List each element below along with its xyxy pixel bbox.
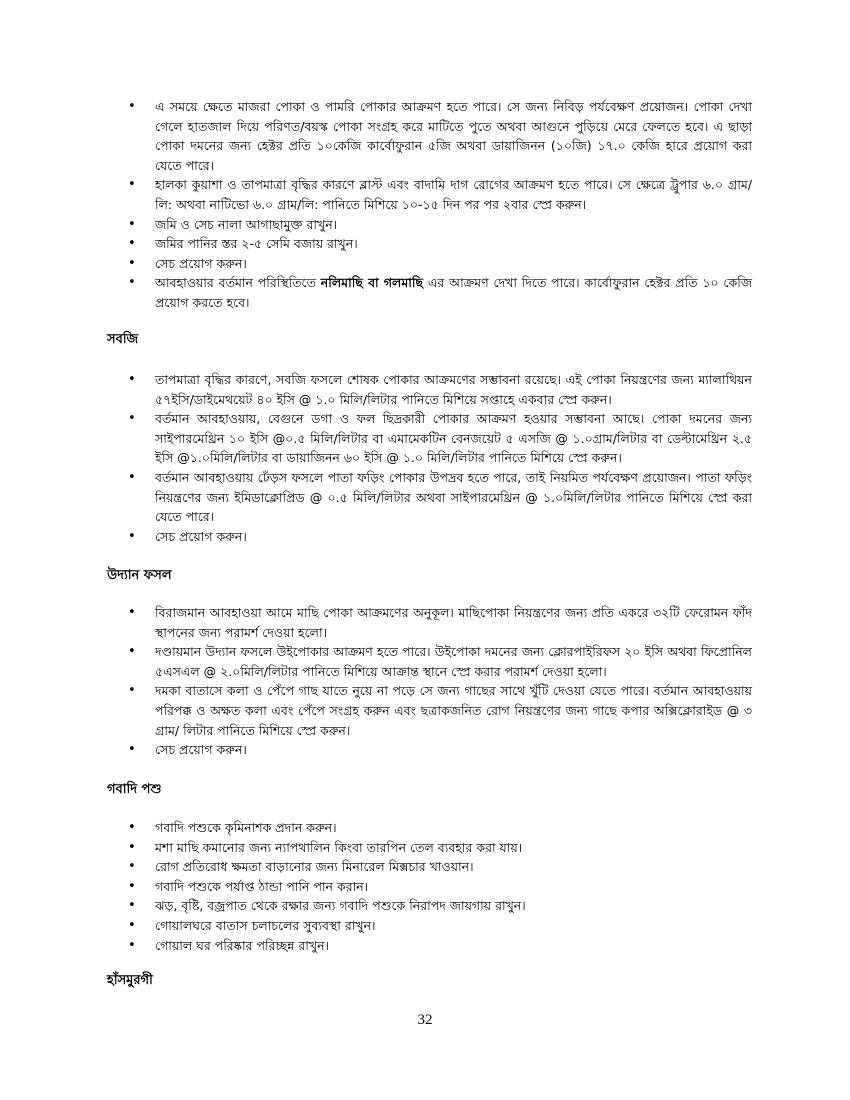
section-heading-horticulture: উদ্যান ফসল <box>107 568 172 583</box>
list-item: • বিরাজমান আবহাওয়া আমে মাছি পোকা আক্রমণের অনুকূল। মাছিপোকা নিয়ন্ত্রণের জন্য প্রতি একরে ৩২টি ফেরোমন ফাঁদ স্থাপনের জন্য পরামর্শ দেওয়া হলো। <box>107 603 752 642</box>
list-item: • বর্তমান আবহাওয়ায়, বেগুনে ডগা ও ফল ছিদ্রকারী পোকার আক্রমণ হওয়ার সম্ভাবনা আছে। পোকা দমনের জন্য সাইপারমেথ্রিন ১০ ইসি @০.৫ মিলি/লিটার বা এমামেকটিন বেনজয়েট ৫ এসজি @ ১.০গ্রাম/লিটার বা ডেল্টামেথ্রিন ২.৫ ইসি @১.০মিলি/লিটার বা ডায়াজিনন ৬০ ইসি @ ১.০ মিলি/লিটার পানিতে মিশিয়ে স্প্রে করুন। <box>107 409 752 468</box>
list-item: • বর্তমান আবহাওয়ায় ঢেঁড়স ফসলে পাতা ফড়িং পোকার উপদ্রব হতে পারে, তাই নিয়মিত পর্যবেক্ষণ প্রয়োজন। পাতা ফড়িং নিয়ন্ত্রণের জন্য ইমিডাক্লোপ্রিড @ ০.৫ মিলি/লিটার অথবা সাইপারমেথ্রিন @ ১.০মিলি/লিটার পানিতে মিশিয়ে স্প্রে করা যেতে পারে। <box>107 468 752 527</box>
section-heading-livestock: গবাদি পশু <box>107 782 162 797</box>
list-item <box>107 273 752 312</box>
list-item: • এ সময়ে ক্ষেতে মাজরা পোকা ও পামরি পোকার আক্রমণ হতে পারে। সে জন্য নিবিড় পর্যবেক্ষণ প্রয়োজন। পোকা দেখা গেলে হাতজাল দিয়ে পরিণত/বয়স্ক পোকা সংগ্রহ করে মাটিতে পুতে অথবা আগুনে পুড়িয়ে মেরে ফেলতে হবে। এ ছাড়া পোকা দমনের জন্য হেক্টর প্রতি ১০কেজি কার্বোফুরান ৫জি অথবা ডায়াজিনন (১০জি) ১৭.০ কেজি হারে প্রয়োগ করা যেতে পারে। <box>107 97 752 175</box>
list-item: • সেচ প্রয়োগ করুন। <box>107 740 752 760</box>
pest-name-emphasis: নলিমাছি বা গলমাছি <box>320 275 424 291</box>
vegetables-advice-list <box>107 370 752 546</box>
rice-section <box>107 97 752 313</box>
list-item: • দমকা বাতাসে কলা ও পেঁপে গাছ যাতে নুয়ে না পড়ে সে জন্য গাছের সাথে খুঁটি দেওয়া যেতে পারে। বর্তমান আবহাওয়ায় পরিপক্ক ও অক্ষত কলা এবং পেঁপে সংগ্রহ করুন এবং ছত্রাকজনিত রোগ নিয়ন্ত্রণের জন্য গাছে কপার অক্সিক্লোরাইড @ ৩ গ্রাম/ লিটার পানিতে মিশিয়ে স্প্রে করুন। <box>107 681 752 740</box>
page-number: 32 <box>417 1012 433 1028</box>
section-heading-vegetables: সবজি <box>107 332 139 347</box>
list-item: • মশা মাছি কমানোর জন্য ন্যাপথালিন কিংবা তারপিন তেল ব্যবহার করা যায়। <box>107 838 752 858</box>
list-item: • রোগ প্রতিরোধ ক্ষমতা বাড়ানোর জন্য মিনারেল মিক্সচার খাওয়ান। <box>107 857 752 877</box>
list-item: • ঝড়, বৃষ্টি, বজ্রপাত থেকে রক্ষার জন্য গবাদি পশুকে নিরাপদ জায়গায় রাখুন। <box>107 896 752 916</box>
list-item: • সেচ প্রয়োগ করুন। <box>107 527 752 547</box>
list-item: • তাপমাত্রা বৃদ্ধির কারণে, সবজি ফসলে শোষক পোকার আক্রমণের সম্ভাবনা রয়েছে। এই পোকা নিয়ন্ত্রণের জন্য ম্যালাথিয়ন ৫৭ইসি/ডাইমেথয়েট ৪০ ইসি @ ১.০ মিলি/লিটার পানিতে মিশিয়ে সপ্তাহে একবার স্প্রে করুন। <box>107 370 752 409</box>
rice-advice-list <box>107 97 752 313</box>
livestock-section <box>107 818 752 955</box>
list-item: • জমি ও সেচ নালা আগাছামুক্ত রাখুন। <box>107 215 752 235</box>
list-item: • গোয়াল ঘর পরিষ্কার পরিচ্ছন্ন রাখুন। <box>107 936 752 956</box>
list-item: • গবাদি পশুকে কৃমিনাশক প্রদান করুন। <box>107 818 752 838</box>
list-item-text: এর আক্রমণ দেখা দিতে পারে। কার্বোফুরান হেক্টর প্রতি ১০ কেজি প্রয়োগ করতে হবে। <box>155 275 753 310</box>
livestock-advice-list <box>107 818 752 955</box>
list-item: • গবাদি পশুকে পর্যাপ্ত ঠান্ডা পানি পান করান। <box>107 877 752 897</box>
horticulture-advice-list <box>107 603 752 760</box>
horticulture-section <box>107 603 752 760</box>
list-item-text: আবহাওয়ার বর্তমান পরিস্থিতিতে <box>155 275 321 291</box>
section-heading-poultry: হাঁসমুরগী <box>107 973 153 988</box>
list-item: • হালকা কুয়াশা ও তাপমাত্রা বৃদ্ধির কারণে ব্লাস্ট এবং বাদামি দাগ রোগের আক্রমণ হতে পারে। সে ক্ষেত্রে ট্রুপার ৬.০ গ্রাম/লি: অথবা নাটিভো ৬.০ গ্রাম/লি: পানিতে মিশিয়ে ১০-১৫ দিন পর পর ২বার স্প্রে করুন। <box>107 175 752 214</box>
list-item: • গোয়ালঘরে বাতাস চলাচলের সুব্যবস্থা রাখুন। <box>107 916 752 936</box>
list-item: • সেচ প্রয়োগ করুন। <box>107 254 752 274</box>
vegetables-section <box>107 370 752 546</box>
list-item: • জমির পানির স্তর ২-৫ সেমি বজায় রাখুন। <box>107 234 752 254</box>
list-item: • দণ্ডায়মান উদ্যান ফসলে উইপোকার আক্রমণ হতে পারে। উইপোকা দমনের জন্য ক্লোরপাইরিফস ২০ ইসি অথবা ফিপ্রোনিল ৫এসএল @ ২.০মিলি/লিটার পানিতে মিশিয়ে আক্রান্ত স্থানে স্প্রে করার পরামর্শ দেওয়া হলো। <box>107 642 752 681</box>
